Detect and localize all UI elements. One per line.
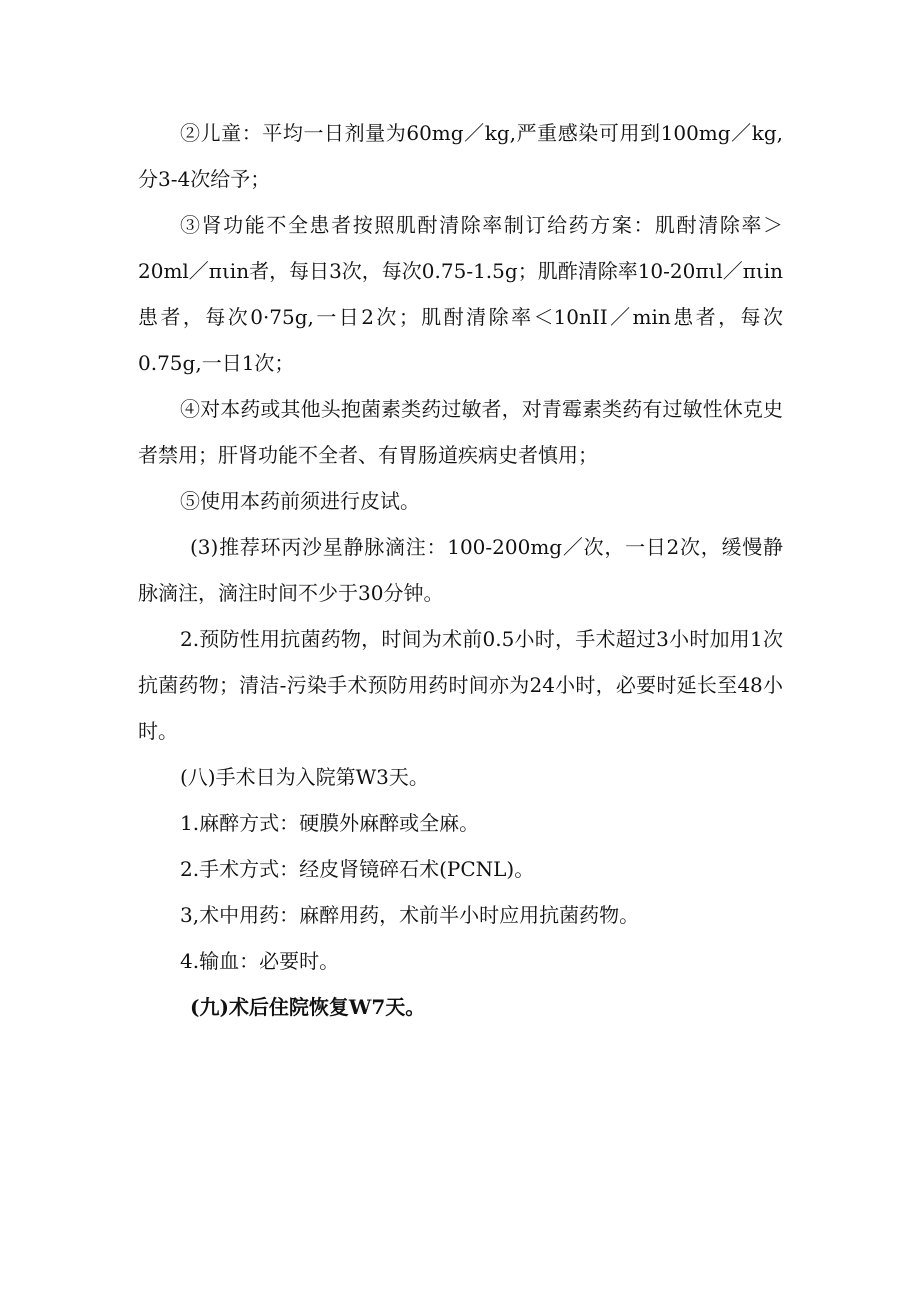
section-heading-surgery-day: (八)手术日为入院第W3天。 xyxy=(180,765,429,789)
paragraph-ciprofloxacin: (3)推荐环丙沙星静脉滴注：100-200mg／次，一日2次，缓慢静脉滴注，滴注时间不少于30分钟。 xyxy=(138,535,783,605)
section-heading-postoperative-stay: (九)术后住院恢复W7天。 xyxy=(190,995,426,1019)
document-body xyxy=(138,110,783,1030)
list-item-intraoperative-medication: 3,术中用药：麻醉用药，术前半小时应用抗菌药物。 xyxy=(180,903,640,927)
paragraph-renal-dosage: ③肾功能不全患者按照肌酎清除率制订给药方案：肌酎清除率＞20ml／πιin者，每日3次，每次0.75-1.5g；肌酢清除率10-20πιl／πιin患者，每次0·75g,一日2次；肌酎清除率＜10nII／min患者，每次0.75g,一日1次； xyxy=(138,213,783,375)
paragraph-contraindications: ④对本药或其他头抱菌素类药过敏者，对青霉素类药有过敏性休克史者禁用；肝肾功能不全者、有胃肠道疾病史者慎用； xyxy=(138,397,783,467)
list-item-anesthesia: 1.麻醉方式：硬膜外麻醉或全麻。 xyxy=(180,811,480,835)
list-item-transfusion: 4.输血：必要时。 xyxy=(180,949,340,973)
paragraph-skin-test: ⑤使用本药前须进行皮试。 xyxy=(180,489,420,513)
paragraph-prophylactic-antibiotics: 2.预防性用抗菌药物，时间为术前0.5小时，手术超过3小时加用1次抗菌药物；清洁-污染手术预防用药时间亦为24小时，必要时延长至48小时。 xyxy=(138,627,783,743)
list-item-surgery-method: 2.手术方式：经皮肾镜碎石术(PCNL)。 xyxy=(180,857,535,881)
paragraph-children-dosage: ②儿童：平均一日剂量为60mg／kg,严重感染可用到100mg／kg,分3-4次给予； xyxy=(138,121,783,191)
